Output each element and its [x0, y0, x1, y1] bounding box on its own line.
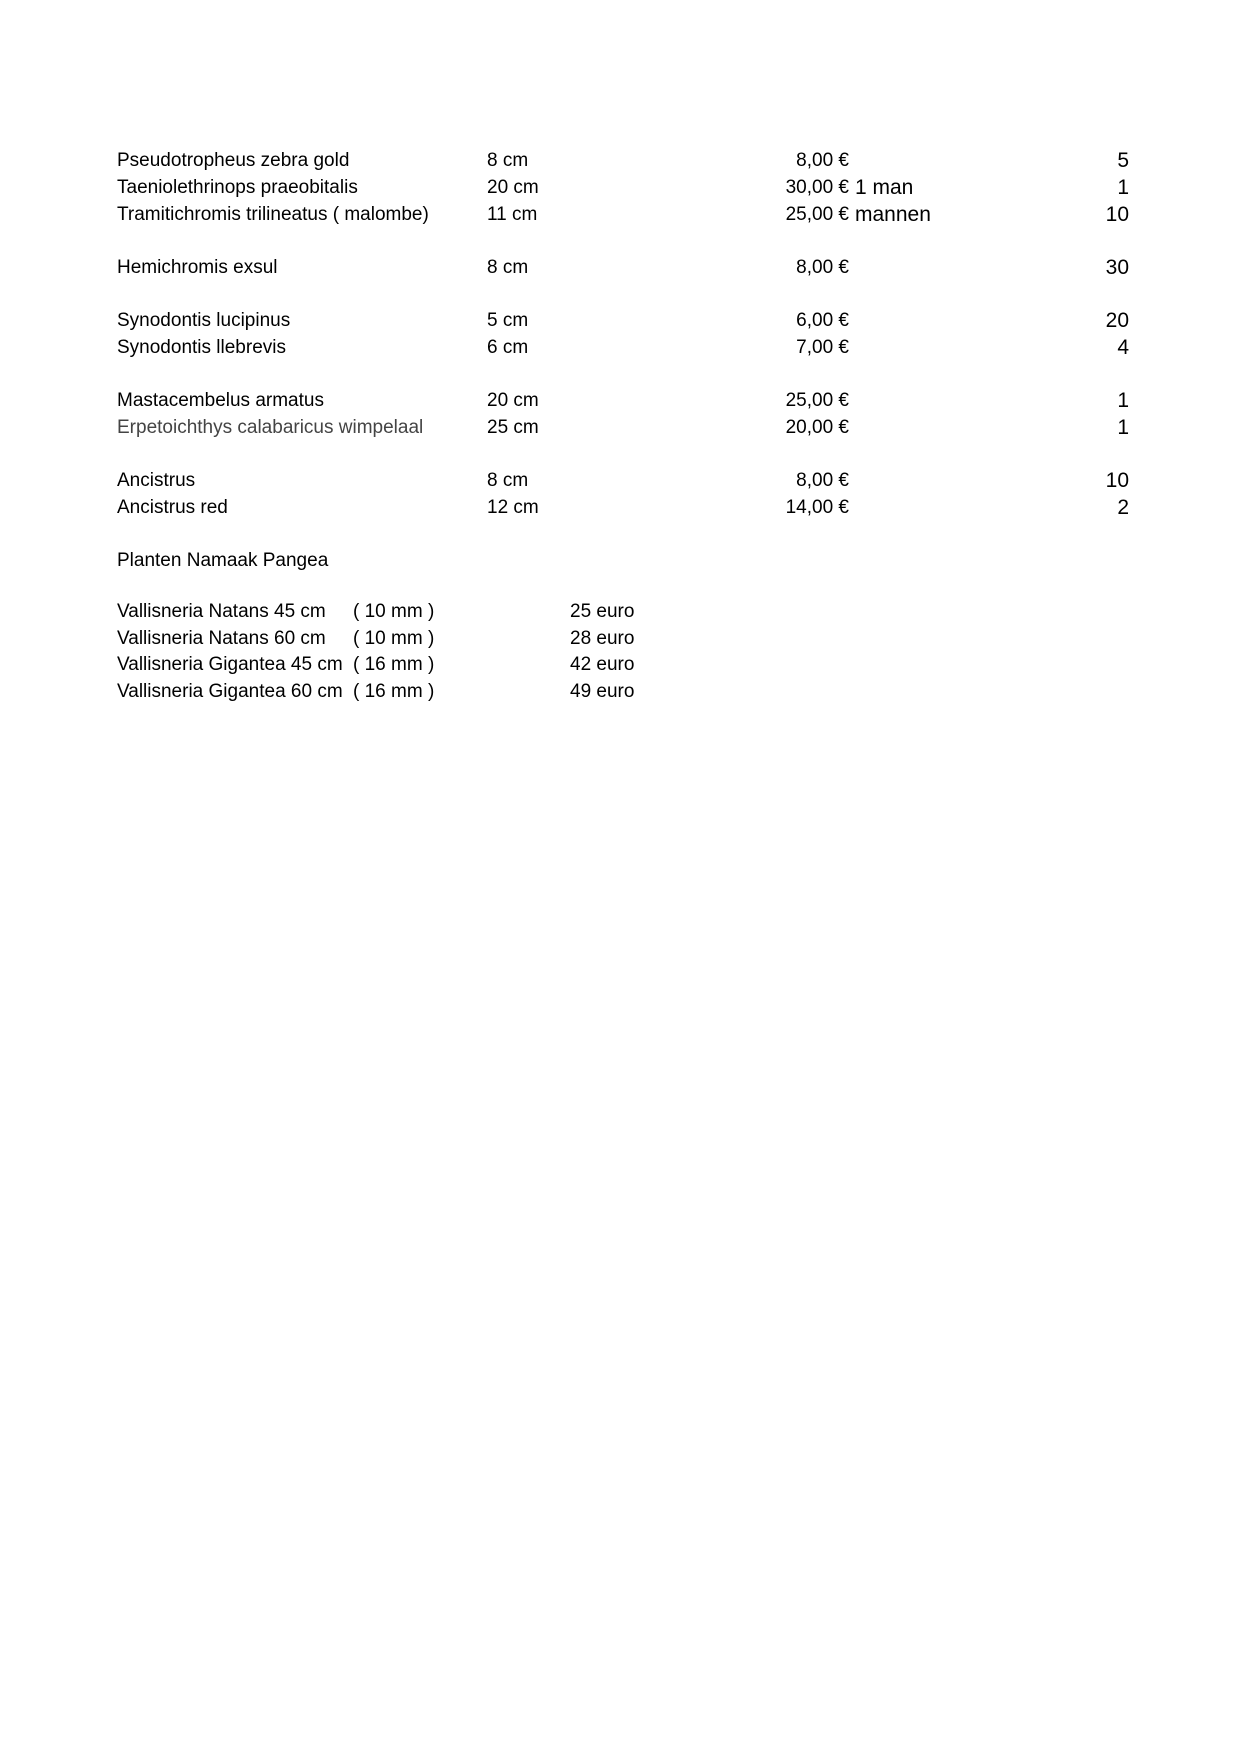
- plant-price: 28 euro: [570, 627, 635, 649]
- fish-quantity: 4: [1117, 336, 1129, 359]
- fish-name: Synodontis llebrevis: [117, 337, 286, 358]
- fish-size: 12 cm: [487, 497, 539, 518]
- list-item: [117, 254, 1129, 281]
- plant-price: 42 euro: [570, 654, 635, 675]
- list-item: [117, 307, 1129, 334]
- list-item: [117, 652, 717, 679]
- plant-price: 25 euro: [570, 601, 635, 622]
- fish-quantity: 10: [1105, 203, 1129, 226]
- row-spacer: [117, 281, 1017, 307]
- row-spacer: [117, 441, 1017, 467]
- list-item: [117, 626, 717, 653]
- fish-name: Ancistrus: [117, 470, 196, 491]
- list-item: [117, 201, 1129, 228]
- fish-quantity: 2: [1117, 496, 1129, 519]
- fish-price: 8,00 €: [796, 470, 849, 491]
- plant-diameter: ( 16 mm ): [353, 680, 435, 702]
- list-item: [117, 467, 1129, 494]
- plant-name: Vallisneria Natans 60 cm: [117, 627, 326, 649]
- plant-name: Vallisneria Gigantea 60 cm: [117, 680, 343, 702]
- fish-price: 20,00 €: [785, 417, 849, 438]
- fish-quantity: 30: [1105, 256, 1129, 279]
- fish-quantity: 20: [1105, 309, 1129, 332]
- fish-size: 8 cm: [487, 150, 529, 171]
- fish-quantity: 1: [1117, 389, 1129, 412]
- fish-price: 25,00 €: [785, 390, 849, 411]
- fish-size: 25 cm: [487, 417, 539, 438]
- fish-name: Tramitichromis trilineatus ( malombe): [117, 204, 429, 225]
- row-spacer: [117, 228, 1017, 254]
- fish-quantity: 1: [1117, 176, 1129, 199]
- plant-diameter: ( 10 mm ): [353, 627, 435, 649]
- fish-name: Pseudotropheus zebra gold: [117, 150, 350, 171]
- fish-name: Hemichromis exsul: [117, 257, 278, 278]
- row-spacer: [117, 361, 1017, 387]
- fish-price: 14,00 €: [785, 497, 849, 518]
- list-item: [117, 387, 1129, 414]
- list-item: [117, 334, 1129, 361]
- fish-name: Synodontis lucipinus: [117, 310, 291, 331]
- list-item: [117, 494, 1129, 521]
- fish-name: Ancistrus red: [117, 497, 228, 518]
- plant-diameter: ( 10 mm ): [353, 601, 435, 622]
- fish-size: 6 cm: [487, 337, 529, 358]
- plants-price-list: [117, 599, 717, 705]
- list-item: [117, 414, 1129, 441]
- fish-price: 6,00 €: [796, 310, 849, 331]
- fish-name: Mastacembelus armatus: [117, 390, 324, 411]
- fish-size: 20 cm: [487, 177, 539, 198]
- plant-diameter: ( 16 mm ): [353, 654, 435, 675]
- list-item: [117, 174, 1129, 201]
- fish-quantity: 10: [1105, 469, 1129, 492]
- plant-name: Vallisneria Natans 45 cm: [117, 601, 326, 622]
- fish-size: 20 cm: [487, 390, 539, 411]
- fish-size: 8 cm: [487, 257, 529, 278]
- fish-size: 11 cm: [487, 204, 538, 225]
- fish-price: 30,00 €: [785, 177, 849, 198]
- plants-section-title: Planten Namaak Pangea: [117, 550, 329, 571]
- fish-quantity: 1: [1117, 416, 1129, 439]
- list-item: [117, 147, 1129, 174]
- fish-note: mannen: [855, 203, 931, 226]
- fish-name: Taeniolethrinops praeobitalis: [117, 177, 358, 198]
- fish-size: 5 cm: [487, 310, 529, 331]
- fish-note: 1 man: [855, 176, 914, 199]
- fish-price: 7,00 €: [796, 337, 849, 358]
- fish-price: 8,00 €: [796, 150, 849, 171]
- plant-price: 49 euro: [570, 680, 635, 702]
- plant-name: Vallisneria Gigantea 45 cm: [117, 654, 343, 675]
- fish-quantity: 5: [1117, 149, 1129, 172]
- fish-name: Erpetoichthys calabaricus wimpelaal: [117, 417, 424, 438]
- list-item: [117, 679, 717, 706]
- fish-price-list: [117, 147, 1129, 521]
- list-item: [117, 599, 717, 626]
- fish-size: 8 cm: [487, 470, 529, 491]
- fish-price: 8,00 €: [796, 257, 849, 278]
- fish-price: 25,00 €: [785, 204, 849, 225]
